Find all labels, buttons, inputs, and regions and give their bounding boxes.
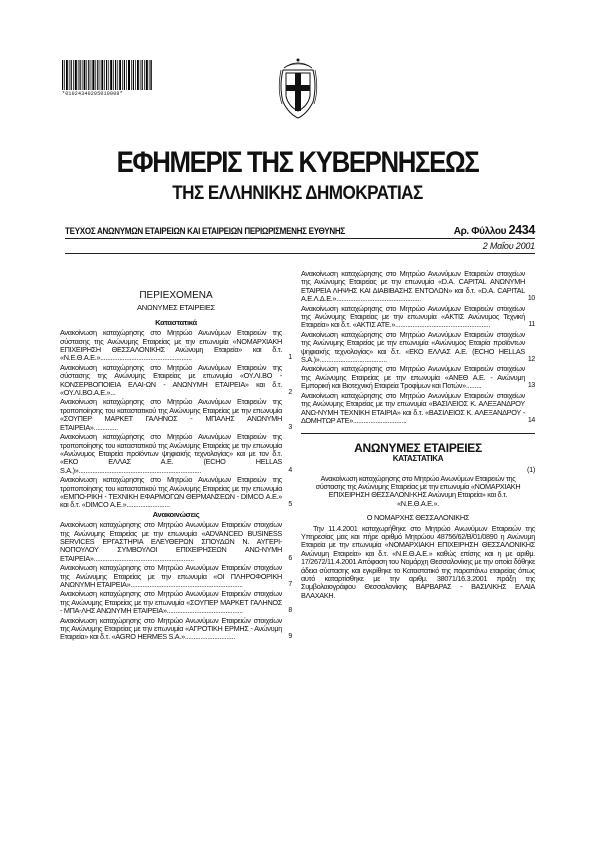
right-column — [301, 270, 535, 600]
authority: Ο ΝΟΜΑΡΧΗΣ ΘΕΣΣΑΛΟΝΙΚΗΣ — [366, 513, 470, 523]
notice-title: Ανακοίνωση καταχώρησης στο Μητρώο Ανωνύμων Εταιρειών της σύστασης της Ανώνυμης Εταιρείας με την επωνυμία «ΝΟΜΑΡΧΙΑΚΗ ΕΠΙΧΕΙΡΗΣΗ ΘΕΣΣΑΛΟΝΙ-ΚΗΣ Ανώνυμη Εταιρεία» και δ.τ. «Ν.Ε.Θ.Α.Ε.». — [315, 473, 521, 508]
notice-paragraph: Την 11.4.2001 καταχωρήθηκε στο Μητρώο Ανωνύμων Εταιρειών της Υπηρεσίας μας και πήρε αριθμό Μητρώου 48756/62/Β/01/0890 η Ανώνυμη Εταιρεία με την επωνυμία «ΝΟΜΑΡΧΙΑΚΗ ΕΠΙΧΕΙΡΗΣΗ ΘΕΣΣΑΛΟΝΙΚΗΣ Ανώνυμη Εταιρεία» και δ.τ. «Ν.Ε.Θ.Α.Ε.» καθώς επίσης και η με αριθμ. 17/2672/11.4.2001 Απόφαση του Νομάρχη Θεσσαλονίκης με την οποία δόθηκε άδεια σύστασης και εγκρίθηκε το Καταστατικό της παραπάνω εταιρείας όπως αυτό καταρτίσθηκε με την αριθμ. 38071/16.3.2001 πράξη της Συμβολαιογράφου Θεσσαλονίκης ΒΑΡΒΑΡΑΣ - ΒΑΣΙΛΙΚΗΣ ΕΛΑΙΑ ΒΛΑΧΑΚΗ. — [301, 523, 535, 600]
sheet-label: Αρ. Φύλλου — [453, 226, 507, 237]
header-rule-2 — [65, 253, 535, 254]
barcode — [62, 60, 152, 90]
contents-sub-statutes: Καταστατικά — [155, 317, 197, 327]
gazette-title: ΕΦΗΜΕΡΙΣ ΤΗΣ ΚΥΒΕΡΝΗΣΕΩΣ — [116, 146, 479, 179]
toc-entry[interactable]: Ανακοίνωση καταχώρησης στο Μητρώο Ανωνύμων Εταιρειών στοιχείων της Ανώνυμης Εταιρείας με την επωνυμία «ADVANCED BUSINESS SERVICES ΕΡΓΑΣΤΗΡΙΑ ΕΛΕΥΘΕΡΩΝ ΣΠΟΥΔΩΝ Ν. ΑΥΓΕΡΙ-ΝΟΠΟΥΛΟΥ ΣΥΜΒΟΥΛΟΙ ΕΠΙΧΕΙΡΗΣΕΩΝ ΑΝΩ-ΝΥΜΗ ΕΤΑΙΡΕΙΑ».......................................................... 6 — [60, 520, 292, 563]
toc-entry[interactable]: Ανακοίνωση καταχώρησης στο Μητρώο Ανωνύμων Εταιρειών στοιχείων της Ανώνυμης Εταιρείας με την επωνυμία «Ανώνυμος Εταιρία προϊόντων ψηφιακής τεχνολογίας» και δ.τ. «ΕΚΟ ΕΛΛΑΣ Α.Ε. (ECHO HELLAS S.A.)»....................................... 12 — [301, 329, 535, 365]
toc-entry[interactable]: Ανακοίνωση καταχώρησης στο Μητρώο Ανωνύμων Εταιρειών της τροποποίησης του καταστατικού της Ανώνυμης Εταιρείας με την επωνυμία «Ανώνυμος Εταιρεία προϊόντων ψηφιακής τεχνολογίας» και με τον δ.τ. «ΕΚΟ ΕΛΛΑΣ Α.Ε. (ECHO HELLAS S.A.)»....................................................................... 4 — [60, 432, 292, 475]
section-subtitle: ΚΑΤΑΣΤΑΤΙΚΑ — [392, 453, 444, 463]
header-rule — [65, 238, 535, 239]
toc-entry[interactable]: Ανακοίνωση καταχώρησης στο Μητρώο Ανωνύμων Εταιρειών της σύστασης της Ανώνυμης Εταιρείας με επωνυμία «ΟΥ.ΛΙ.ΒΟ - ΚΟΝΣΕΡΒΟΠΟΙΕΙΑ ΕΛΑΙ-ΩΝ - ΑΝΩΝΥΜΗ ΕΤΑΙΡΕΙΑ» και δ.τ. «ΟΥ.ΛΙ.ΒΟ.Α.Ε.»... 2 — [60, 362, 292, 398]
issue-type: ΤΕΥΧΟΣ ΑΝΩΝΥΜΩΝ ΕΤΑΙΡΕΙΩΝ ΚΑΙ ΕΤΑΙΡΕΙΩΝ ΠΕΡΙΩΡΙΣΜΕΝΗΣ ΕΥΘΥΝΗΣ — [65, 225, 345, 236]
toc-entry[interactable]: Ανακοίνωση καταχώρησης στο Μητρώο Ανωνύμων Εταιρειών της σύστασης της Ανώνυμης Εταιρείας με την επωνυμία «ΝΟΜΑΡΧΙΑΚΗ ΕΠΙΧΕΙΡΗΣΗ ΘΕΣΣΑΛΟΝΙΚΗΣ Ανώνυμη Εταιρεία» και δ.τ. «Ν.Ε.Θ.Α.Ε.»..................................................... 1 — [60, 328, 292, 363]
contents-heading: ΠΕΡΙΕΧΟΜΕΝΑ — [139, 290, 213, 301]
toc-entry[interactable]: Ανακοίνωση καταχώρησης στο Μητρώο Ανωνύμων Εταιρειών στοιχείων της Ανώνυμης Εταιρείας με την επωνυμία «ΑΝΕΘ Α.Ε. - Ανώνυμη Εμπορική και Βιοτεχνική Εταιρεία Τροφίμων και Ποτών»......... 13 — [301, 364, 535, 391]
section-title: ΑΝΩΝΥΜΕΣ ΕΤΑΙΡΕΙΕΣ — [354, 441, 482, 456]
toc-entry[interactable]: Ανακοίνωση καταχώρησης στο Μητρώο Ανωνύμων Εταιρειών στοιχείων της Ανώνυμης Εταιρείας με την επωνυμία «D.A. CAPITAL ΑΝΩΝΥΜΗ ΕΤΑΙΡΕΙΑ ΛΗΨΗΣ ΚΑΙ ΔΙΑΒΙΒΑΣΗΣ ΕΝΤΟΛΩΝ» και δ.τ. «D.A. CAPITAL Α.Ε.Λ.Δ.Ε.»................................................. 10 — [301, 269, 535, 304]
coat-of-arms-icon — [275, 56, 321, 122]
gazette-subtitle: ΤΗΣ ΕΛΛΗΝΙΚΗΣ ΔΗΜΟΚΡΑΤΙΑΣ — [172, 183, 423, 204]
contents-list-continued — [301, 270, 535, 425]
issue-date: 2 Μαΐου 2001 — [482, 241, 535, 251]
toc-entry[interactable]: Ανακοίνωση καταχώρησης στο Μητρώο Ανωνύμων Εταιρειών της τροποποίησης του καταστατικού της Ανώνυμης Εταιρείας με την επωνυμία «ΣΟΥΠΕΡ ΜΑΡΚΕΤ ΓΑΛΗΝΟΣ - ΜΠΑΛΗΣ ΑΝΩΝΥΜΗ ΕΤΑΙΡΕΙΑ».............. 3 — [60, 397, 292, 432]
section-rule — [301, 433, 535, 434]
toc-entry[interactable]: Ανακοίνωση καταχώρησης στο Μητρώο Ανωνύμων Εταιρειών της τροποποίησης του καταστατικού της Ανώνυμης Εταιρείας με την επωνυμία «ΕΜΠΟ-ΡΙΚΗ - ΤΕΧΝΙΚΗ ΕΦΑΡΜΟΓΩΝ ΘΕΡΜΑΝΣΕΩΝ - DIMCO Α.Ε.» και δ.τ. «DIMCO Α.Ε.»......................... 5 — [60, 475, 292, 510]
contents-list-notices — [60, 521, 292, 642]
toc-entry[interactable]: Ανακοίνωση καταχώρησης στο Μητρώο Ανωνύμων Εταιρειών στοιχείων της Ανώνυμης Εταιρείας με την επωνυμία «ΣΟΥΠΕΡ ΜΑΡΚΕΤ ΓΑΛΗΝΟΣ - ΜΠΑ-ΛΗΣ ΑΝΩΝΥΜΗ ΕΤΑΙΡΕΙΑ»............................................ 8 — [60, 589, 292, 616]
notice-number: (1) — [526, 465, 535, 475]
toc-entry[interactable]: Ανακοίνωση καταχώρησης στο Μητρώο Ανωνύμων Εταιρειών στοιχείων της Ανώνυμης Εταιρείας με την επωνυμία «ΑΚΤΙΣ Ανώνυμος Τεχνική Εταιρεία» και δ.τ. «ΑΚΤΙΣ ΑΤΕ.»....................................................... 11 — [301, 303, 535, 330]
sheet-number-label — [454, 223, 535, 237]
toc-entry[interactable]: Ανακοίνωση καταχώρησης στο Μητρώο Ανωνύμων Εταιρειών στοιχείων της Ανώνυμης Εταιρείας με την επωνυμία «ΑΓΡΟΤΙΚΗ ΕΡΜΗΣ - Ανώνυμη Εταιρεία» και δ.τ. «AGRO HERMES S.A.»............................. 9 — [60, 615, 292, 642]
barcode-number: *01024340205010008* — [62, 91, 123, 97]
contents-sub-notices: Ανακοινώσεις — [152, 509, 200, 519]
toc-entry[interactable]: Ανακοίνωση καταχώρησης στο Μητρώο Ανωνύμων Εταιρειών στοιχείων της Ανώνυμης Εταιρείας με την επωνυμία «ΒΑΣΙΛΕΙΟΣ Κ. ΑΛΕΞΑΝΔΡΟΥ ΑΝΩ-ΝΥΜΗ ΤΕΧΝΙΚΗ ΕΤΑΙΡΙΑ» και δ.τ. «ΒΑΣΙΛΕΙΟΣ Κ. ΑΛΕΞΑΝΔΡΟΥ - ΔΟΜΗΤΩΡ ΑΤΕ»............................... 14 — [301, 390, 535, 425]
contents-section: ΑΝΩΝΥΜΕΣ ΕΤΑΙΡΕΙΕΣ — [137, 303, 215, 313]
toc-entry[interactable]: Ανακοίνωση καταχώρησης στο Μητρώο Ανωνύμων Εταιρειών στοιχείων της Ανώνυμης Εταιρείας με την επωνυμία «ΟΙ ΠΛΗΡΟΦΟΡΙΚΗ ΑΝΩΝΥΜΗ ΕΤΑΙΡΕΙΑ»................................................................. 7 — [60, 563, 292, 589]
contents-column — [60, 292, 292, 643]
contents-list-statutes — [60, 329, 292, 510]
sheet-number: 2434 — [508, 223, 535, 237]
